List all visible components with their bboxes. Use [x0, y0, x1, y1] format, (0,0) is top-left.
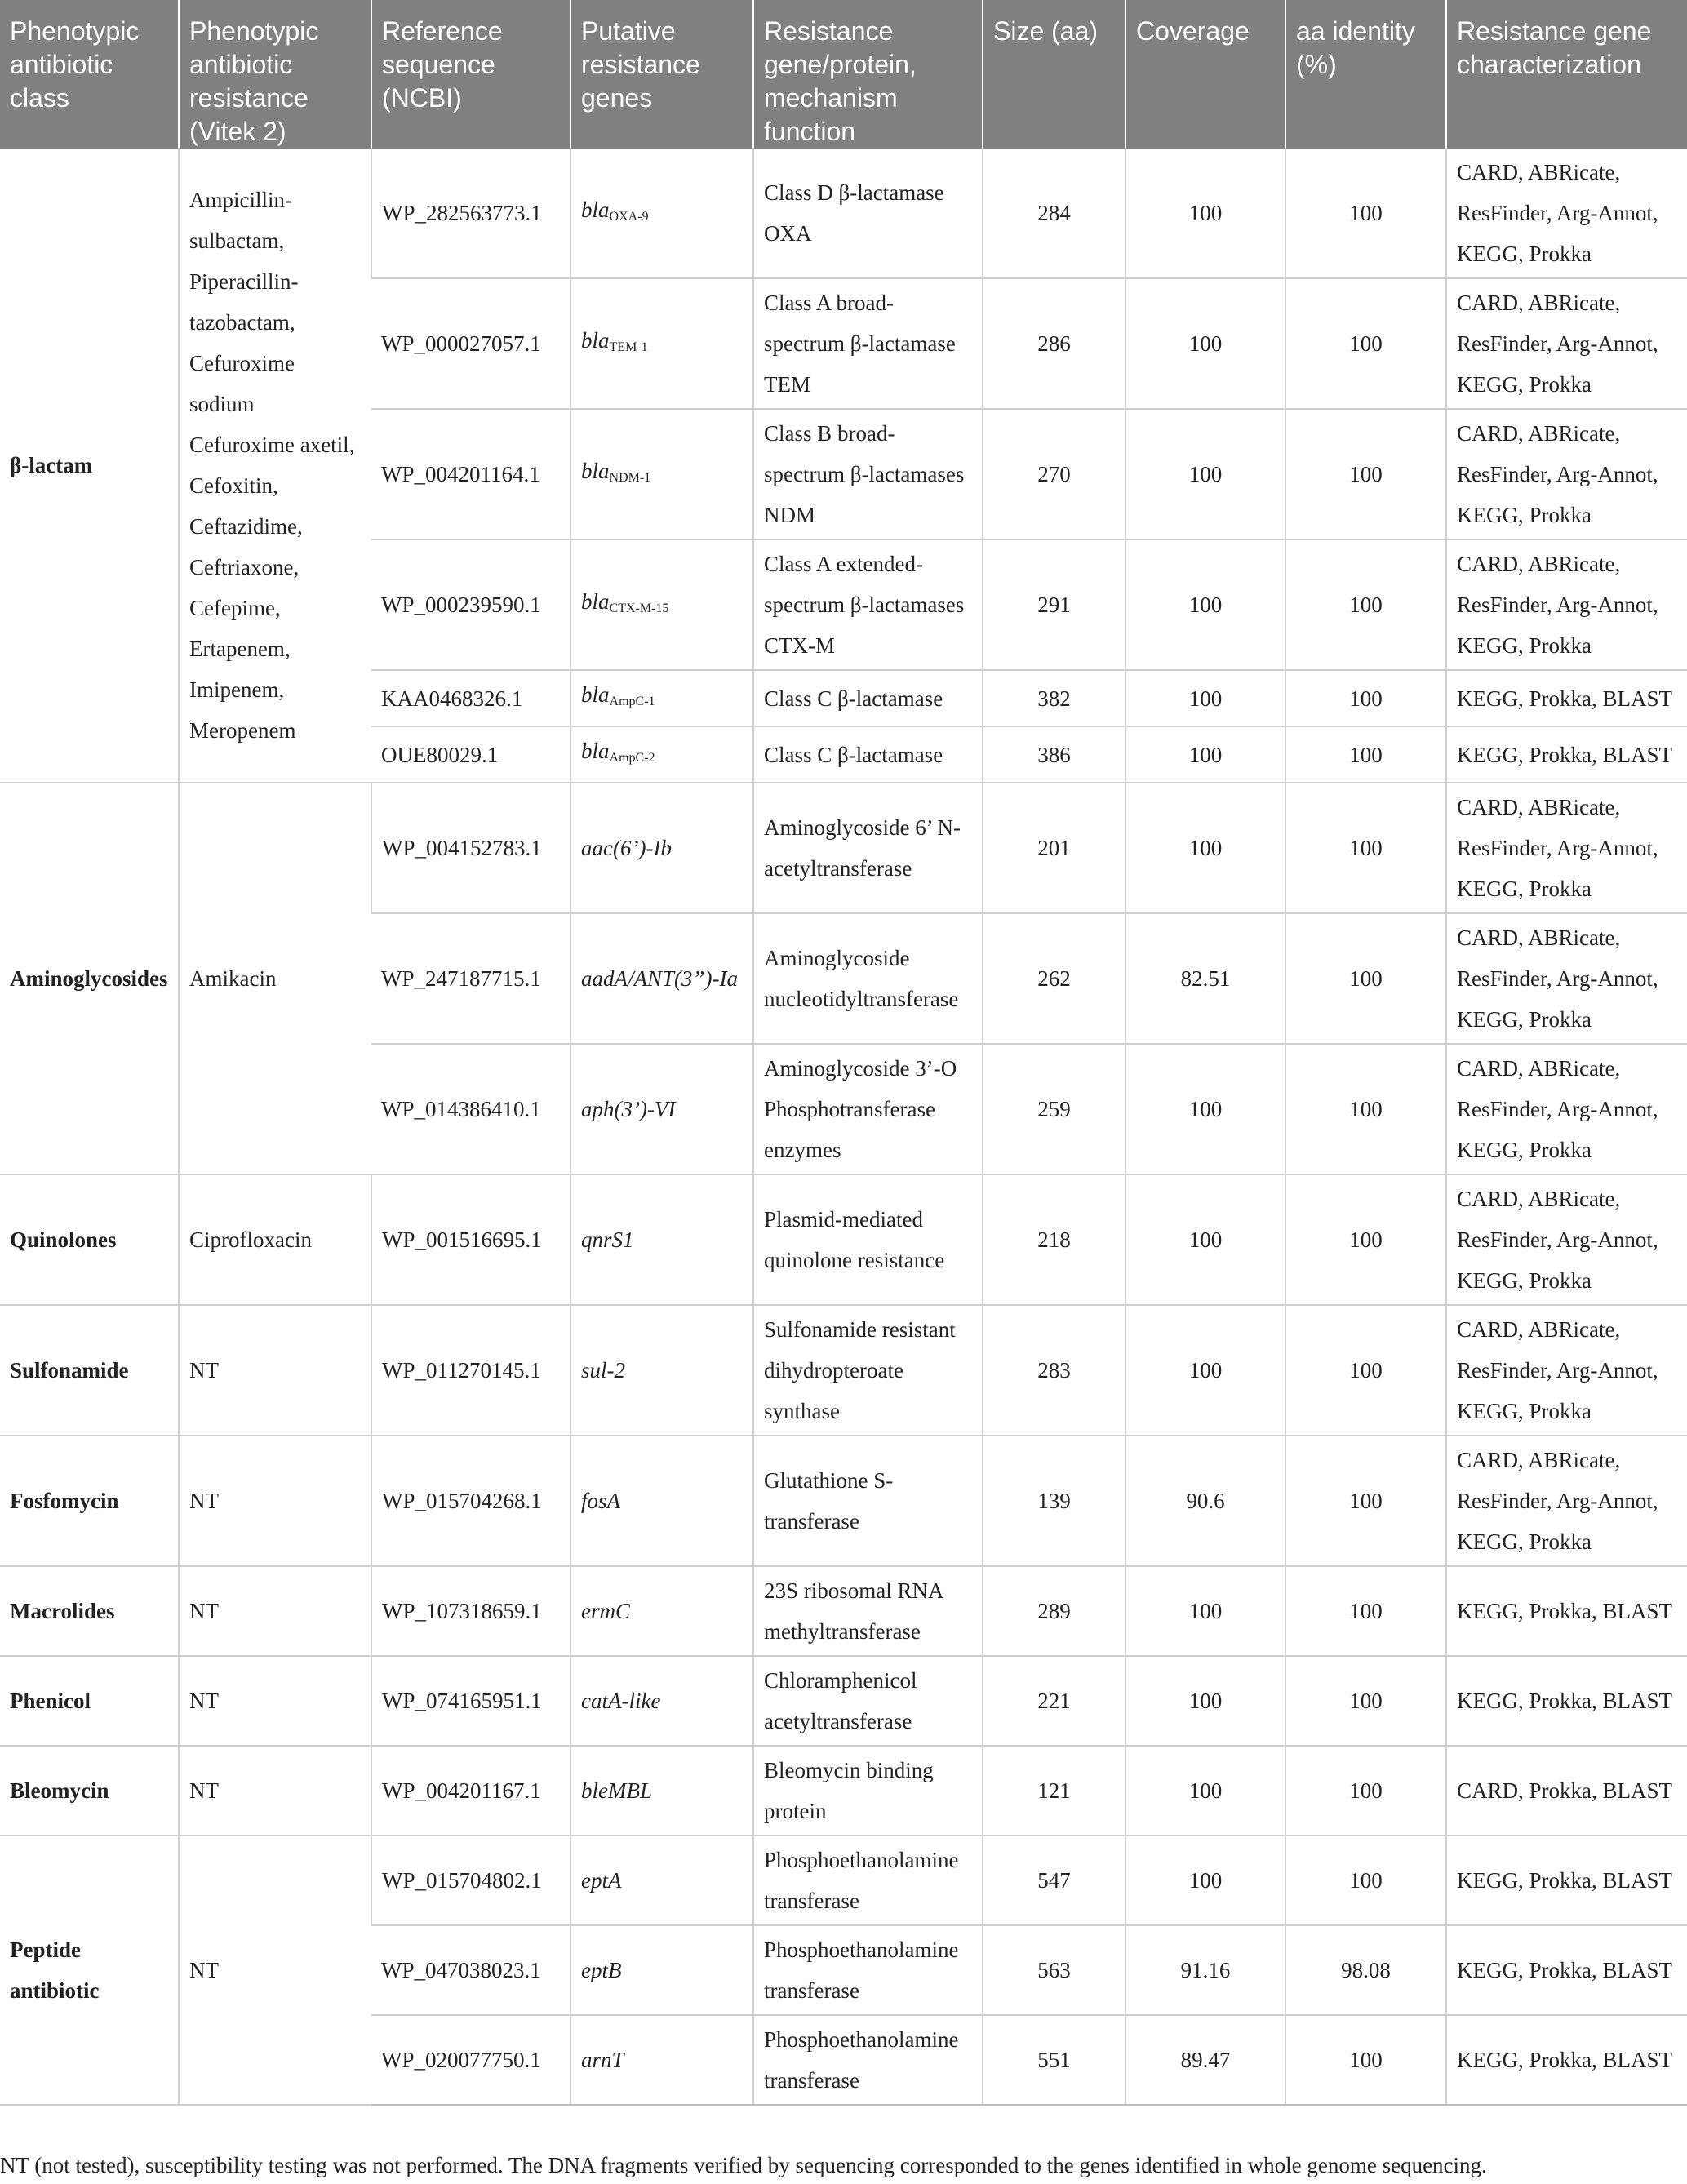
coverage-cell: 100 [1125, 670, 1285, 726]
resistance-gene-cell [570, 670, 753, 726]
coverage-cell: 100 [1125, 409, 1285, 539]
identity-cell: 100 [1285, 1656, 1446, 1746]
header-class: Phenotypic antibiotic class [0, 0, 179, 149]
identity-cell: 100 [1285, 1044, 1446, 1174]
resistance-gene-cell [570, 409, 753, 539]
characterization-cell: CARD, ABRicate, ResFinder, Arg-Annot, KEGG, Prokka [1446, 539, 1687, 670]
header-identity: aa identity (%) [1285, 0, 1446, 149]
resistance-gene-cell [570, 1436, 753, 1566]
reference-sequence-cell: WP_015704802.1 [371, 1836, 570, 1925]
gene-name: bleMBL [581, 1778, 652, 1803]
characterization-cell: CARD, ABRicate, ResFinder, Arg-Annot, KEGG, Prokka [1446, 1174, 1687, 1305]
identity-cell: 100 [1285, 783, 1446, 913]
reference-sequence-cell: WP_014386410.1 [371, 1044, 570, 1174]
coverage-cell: 100 [1125, 1305, 1285, 1436]
table-row [0, 1746, 1687, 1836]
gene-name: bla [581, 588, 610, 614]
mechanism-cell: Sulfonamide resistant dihydropteroate synthase [753, 1305, 983, 1436]
reference-sequence-cell: WP_001516695.1 [371, 1174, 570, 1305]
header-size: Size (aa) [983, 0, 1125, 149]
gene-name: catA-like [581, 1689, 661, 1713]
characterization-cell: KEGG, Prokka, BLAST [1446, 726, 1687, 783]
coverage-cell: 89.47 [1125, 2015, 1285, 2105]
gene-name: eptA [581, 1868, 622, 1893]
mechanism-cell: Class C β-lactamase [753, 670, 983, 726]
resistance-gene-cell [570, 1044, 753, 1174]
phenotypic-resistance-cell: NT [179, 1746, 371, 1836]
coverage-cell: 100 [1125, 278, 1285, 409]
size-cell: 563 [983, 1925, 1125, 2015]
coverage-cell: 100 [1125, 1656, 1285, 1746]
phenotypic-resistance-cell: Ciprofloxacin [179, 1174, 371, 1305]
antibiotic-class-cell: Peptide antibiotic [0, 1836, 179, 2105]
gene-name: aadA/ANT(3”)-Ia [581, 966, 738, 991]
reference-sequence-cell: WP_000027057.1 [371, 278, 570, 409]
identity-cell: 100 [1285, 539, 1446, 670]
antibiotic-class-cell: Sulfonamide [0, 1305, 179, 1436]
gene-name: sul-2 [581, 1358, 625, 1383]
reference-sequence-cell: WP_282563773.1 [371, 149, 570, 278]
identity-cell: 100 [1285, 409, 1446, 539]
reference-sequence-cell: WP_074165951.1 [371, 1656, 570, 1746]
coverage-cell: 100 [1125, 1566, 1285, 1656]
reference-sequence-cell: WP_247187715.1 [371, 913, 570, 1044]
identity-cell: 100 [1285, 1436, 1446, 1566]
identity-cell: 100 [1285, 149, 1446, 278]
phenotypic-resistance-cell: NT [179, 1656, 371, 1746]
resistance-gene-cell [570, 1174, 753, 1305]
gene-name: eptB [581, 1958, 622, 1982]
characterization-cell: KEGG, Prokka, BLAST [1446, 670, 1687, 726]
mechanism-cell: Bleomycin binding protein [753, 1746, 983, 1836]
mechanism-cell: Class B broad-spectrum β-lactamases NDM [753, 409, 983, 539]
gene-name: bla [581, 739, 610, 763]
characterization-cell: CARD, ABRicate, ResFinder, Arg-Annot, KEGG, Prokka [1446, 913, 1687, 1044]
antibiotic-class-cell: Quinolones [0, 1174, 179, 1305]
characterization-cell: CARD, ABRicate, ResFinder, Arg-Annot, KEGG, Prokka [1446, 278, 1687, 409]
identity-cell: 100 [1285, 1566, 1446, 1656]
resistance-gene-cell [570, 1925, 753, 2015]
size-cell: 386 [983, 726, 1125, 783]
size-cell: 289 [983, 1566, 1125, 1656]
characterization-cell: CARD, ABRicate, ResFinder, Arg-Annot, KEGG, Prokka [1446, 1305, 1687, 1436]
table-row [0, 1566, 1687, 1656]
resistance-gene-cell [570, 913, 753, 1044]
antibiotic-class-cell: Fosfomycin [0, 1436, 179, 1566]
characterization-cell: CARD, ABRicate, ResFinder, Arg-Annot, KEGG, Prokka [1446, 783, 1687, 913]
antibiotic-class-cell: Aminoglycosides [0, 783, 179, 1174]
identity-cell: 100 [1285, 913, 1446, 1044]
phenotypic-resistance-cell: NT [179, 1436, 371, 1566]
header-reference: Reference sequence (NCBI) [371, 0, 570, 149]
gene-name: bla [581, 458, 610, 483]
phenotypic-resistance-cell: NT [179, 1566, 371, 1656]
gene-name: ermC [581, 1599, 630, 1623]
coverage-cell: 100 [1125, 149, 1285, 278]
table-body [0, 149, 1687, 2105]
size-cell: 547 [983, 1836, 1125, 1925]
resistance-gene-cell [570, 149, 753, 278]
identity-cell: 98.08 [1285, 1925, 1446, 2015]
characterization-cell: KEGG, Prokka, BLAST [1446, 1925, 1687, 2015]
gene-name: arnT [581, 2048, 624, 2072]
mechanism-cell: Aminoglycoside 6’ N-acetyltransferase [753, 783, 983, 913]
gene-name: bla [581, 682, 610, 707]
gene-name: aac(6’)-Ib [581, 836, 672, 860]
reference-sequence-cell: OUE80029.1 [371, 726, 570, 783]
mechanism-cell: Class A extended-spectrum β-lactamases CTX-M [753, 539, 983, 670]
gene-name: fosA [581, 1489, 621, 1513]
antibiotic-class-cell: Macrolides [0, 1566, 179, 1656]
size-cell: 139 [983, 1436, 1125, 1566]
mechanism-cell: 23S ribosomal RNA methyltransferase [753, 1566, 983, 1656]
size-cell: 270 [983, 409, 1125, 539]
resistance-gene-cell [570, 278, 753, 409]
resistance-gene-cell [570, 1566, 753, 1656]
gene-name: qnrS1 [581, 1227, 634, 1252]
gene-subscript: NDM-1 [609, 470, 651, 485]
characterization-cell: CARD, ABRicate, ResFinder, Arg-Annot, KEGG, Prokka [1446, 149, 1687, 278]
size-cell: 201 [983, 783, 1125, 913]
coverage-cell: 91.16 [1125, 1925, 1285, 2015]
header-characterization: Resistance gene characterization [1446, 0, 1687, 149]
coverage-cell: 100 [1125, 1836, 1285, 1925]
identity-cell: 100 [1285, 1836, 1446, 1925]
coverage-cell: 100 [1125, 1746, 1285, 1836]
characterization-cell: CARD, ABRicate, ResFinder, Arg-Annot, KEGG, Prokka [1446, 1436, 1687, 1566]
mechanism-cell: Glutathione S-transferase [753, 1436, 983, 1566]
size-cell: 551 [983, 2015, 1125, 2105]
header-row [0, 0, 1687, 149]
size-cell: 221 [983, 1656, 1125, 1746]
reference-sequence-cell: WP_004152783.1 [371, 783, 570, 913]
resistance-gene-cell [570, 783, 753, 913]
identity-cell: 100 [1285, 1305, 1446, 1436]
reference-sequence-cell: WP_011270145.1 [371, 1305, 570, 1436]
characterization-cell: KEGG, Prokka, BLAST [1446, 1566, 1687, 1656]
table-header [0, 0, 1687, 149]
antibiotic-class-cell: Phenicol [0, 1656, 179, 1746]
characterization-cell: KEGG, Prokka, BLAST [1446, 1836, 1687, 1925]
gene-subscript: AmpC-2 [609, 751, 655, 765]
mechanism-cell: Class A broad-spectrum β-lactamase TEM [753, 278, 983, 409]
resistance-gene-cell [570, 1836, 753, 1925]
coverage-cell: 82.51 [1125, 913, 1285, 1044]
table-footnote: NT (not tested), susceptibility testing was not performed. The DNA fragments verified by sequencing corresponded to the genes identified in whole genome sequencing. [0, 2153, 1487, 2177]
table-row [0, 1436, 1687, 1566]
mechanism-cell: Class D β-lactamase OXA [753, 149, 983, 278]
mechanism-cell: Phosphoethanolamine transferase [753, 2015, 983, 2105]
header-mechanism: Resistance gene/protein, mechanism function [753, 0, 983, 149]
table-row [0, 1656, 1687, 1746]
identity-cell: 100 [1285, 2015, 1446, 2105]
coverage-cell: 100 [1125, 783, 1285, 913]
size-cell: 283 [983, 1305, 1125, 1436]
gene-name: bla [581, 197, 610, 222]
mechanism-cell: Aminoglycoside nucleotidyltransferase [753, 913, 983, 1044]
size-cell: 259 [983, 1044, 1125, 1174]
table-row [0, 783, 1687, 913]
coverage-cell: 100 [1125, 1044, 1285, 1174]
coverage-cell: 100 [1125, 1174, 1285, 1305]
mechanism-cell: Plasmid-mediated quinolone resistance [753, 1174, 983, 1305]
gene-name: aph(3’)-VI [581, 1097, 676, 1121]
size-cell: 382 [983, 670, 1125, 726]
resistance-gene-cell [570, 1305, 753, 1436]
phenotypic-resistance-cell: Ampicillin-sulbactam, Piperacillin-tazobactam, Cefuroxime sodium Cefuroxime axetil, Cefoxitin, Ceftazidime, Ceftriaxone, Cefepime, Ertapenem, Imipenem, Meropenem [179, 149, 371, 783]
reference-sequence-cell: WP_020077750.1 [371, 2015, 570, 2105]
size-cell: 284 [983, 149, 1125, 278]
mechanism-cell: Phosphoethanolamine transferase [753, 1836, 983, 1925]
gene-subscript: AmpC-1 [609, 695, 655, 708]
size-cell: 286 [983, 278, 1125, 409]
mechanism-cell: Chloramphenicol acetyltransferase [753, 1656, 983, 1746]
mechanism-cell: Phosphoethanolamine transferase [753, 1925, 983, 2015]
gene-subscript: TEM-1 [609, 340, 648, 354]
phenotypic-resistance-cell: NT [179, 1305, 371, 1436]
size-cell: 218 [983, 1174, 1125, 1305]
gene-subscript: OXA-9 [609, 209, 649, 224]
identity-cell: 100 [1285, 1746, 1446, 1836]
resistance-gene-cell [570, 1746, 753, 1836]
reference-sequence-cell: WP_000239590.1 [371, 539, 570, 670]
reference-sequence-cell: WP_004201164.1 [371, 409, 570, 539]
antibiotic-class-cell: β-lactam [0, 149, 179, 783]
resistance-gene-cell [570, 2015, 753, 2105]
reference-sequence-cell: WP_107318659.1 [371, 1566, 570, 1656]
table-row [0, 1305, 1687, 1436]
characterization-cell: KEGG, Prokka, BLAST [1446, 2015, 1687, 2105]
table-row [0, 1836, 1687, 1925]
characterization-cell: CARD, ABRicate, ResFinder, Arg-Annot, KEGG, Prokka [1446, 1044, 1687, 1174]
reference-sequence-cell: WP_047038023.1 [371, 1925, 570, 2015]
coverage-cell: 100 [1125, 539, 1285, 670]
identity-cell: 100 [1285, 1174, 1446, 1305]
characterization-cell: CARD, Prokka, BLAST [1446, 1746, 1687, 1836]
header-resistance: Phenotypic antibiotic resistance (Vitek 2) [179, 0, 371, 149]
identity-cell: 100 [1285, 278, 1446, 409]
reference-sequence-cell: WP_015704268.1 [371, 1436, 570, 1566]
identity-cell: 100 [1285, 726, 1446, 783]
table-row [0, 149, 1687, 278]
mechanism-cell: Aminoglycoside 3’-O Phosphotransferase enzymes [753, 1044, 983, 1174]
resistance-gene-cell [570, 1656, 753, 1746]
table-row [0, 1174, 1687, 1305]
gene-subscript: CTX-M-15 [609, 601, 669, 615]
phenotypic-resistance-cell: Amikacin [179, 783, 371, 1174]
antibiotic-class-cell: Bleomycin [0, 1746, 179, 1836]
mechanism-cell: Class C β-lactamase [753, 726, 983, 783]
header-coverage: Coverage [1125, 0, 1285, 149]
size-cell: 262 [983, 913, 1125, 1044]
header-genes: Putative resistance genes [570, 0, 753, 149]
gene-name: bla [581, 327, 610, 353]
coverage-cell: 90.6 [1125, 1436, 1285, 1566]
resistance-gene-cell [570, 726, 753, 783]
resistance-gene-cell [570, 539, 753, 670]
identity-cell: 100 [1285, 670, 1446, 726]
characterization-cell: KEGG, Prokka, BLAST [1446, 1656, 1687, 1746]
reference-sequence-cell: KAA0468326.1 [371, 670, 570, 726]
phenotypic-resistance-cell: NT [179, 1836, 371, 2105]
characterization-cell: CARD, ABRicate, ResFinder, Arg-Annot, KEGG, Prokka [1446, 409, 1687, 539]
coverage-cell: 100 [1125, 726, 1285, 783]
size-cell: 291 [983, 539, 1125, 670]
size-cell: 121 [983, 1746, 1125, 1836]
reference-sequence-cell: WP_004201167.1 [371, 1746, 570, 1836]
